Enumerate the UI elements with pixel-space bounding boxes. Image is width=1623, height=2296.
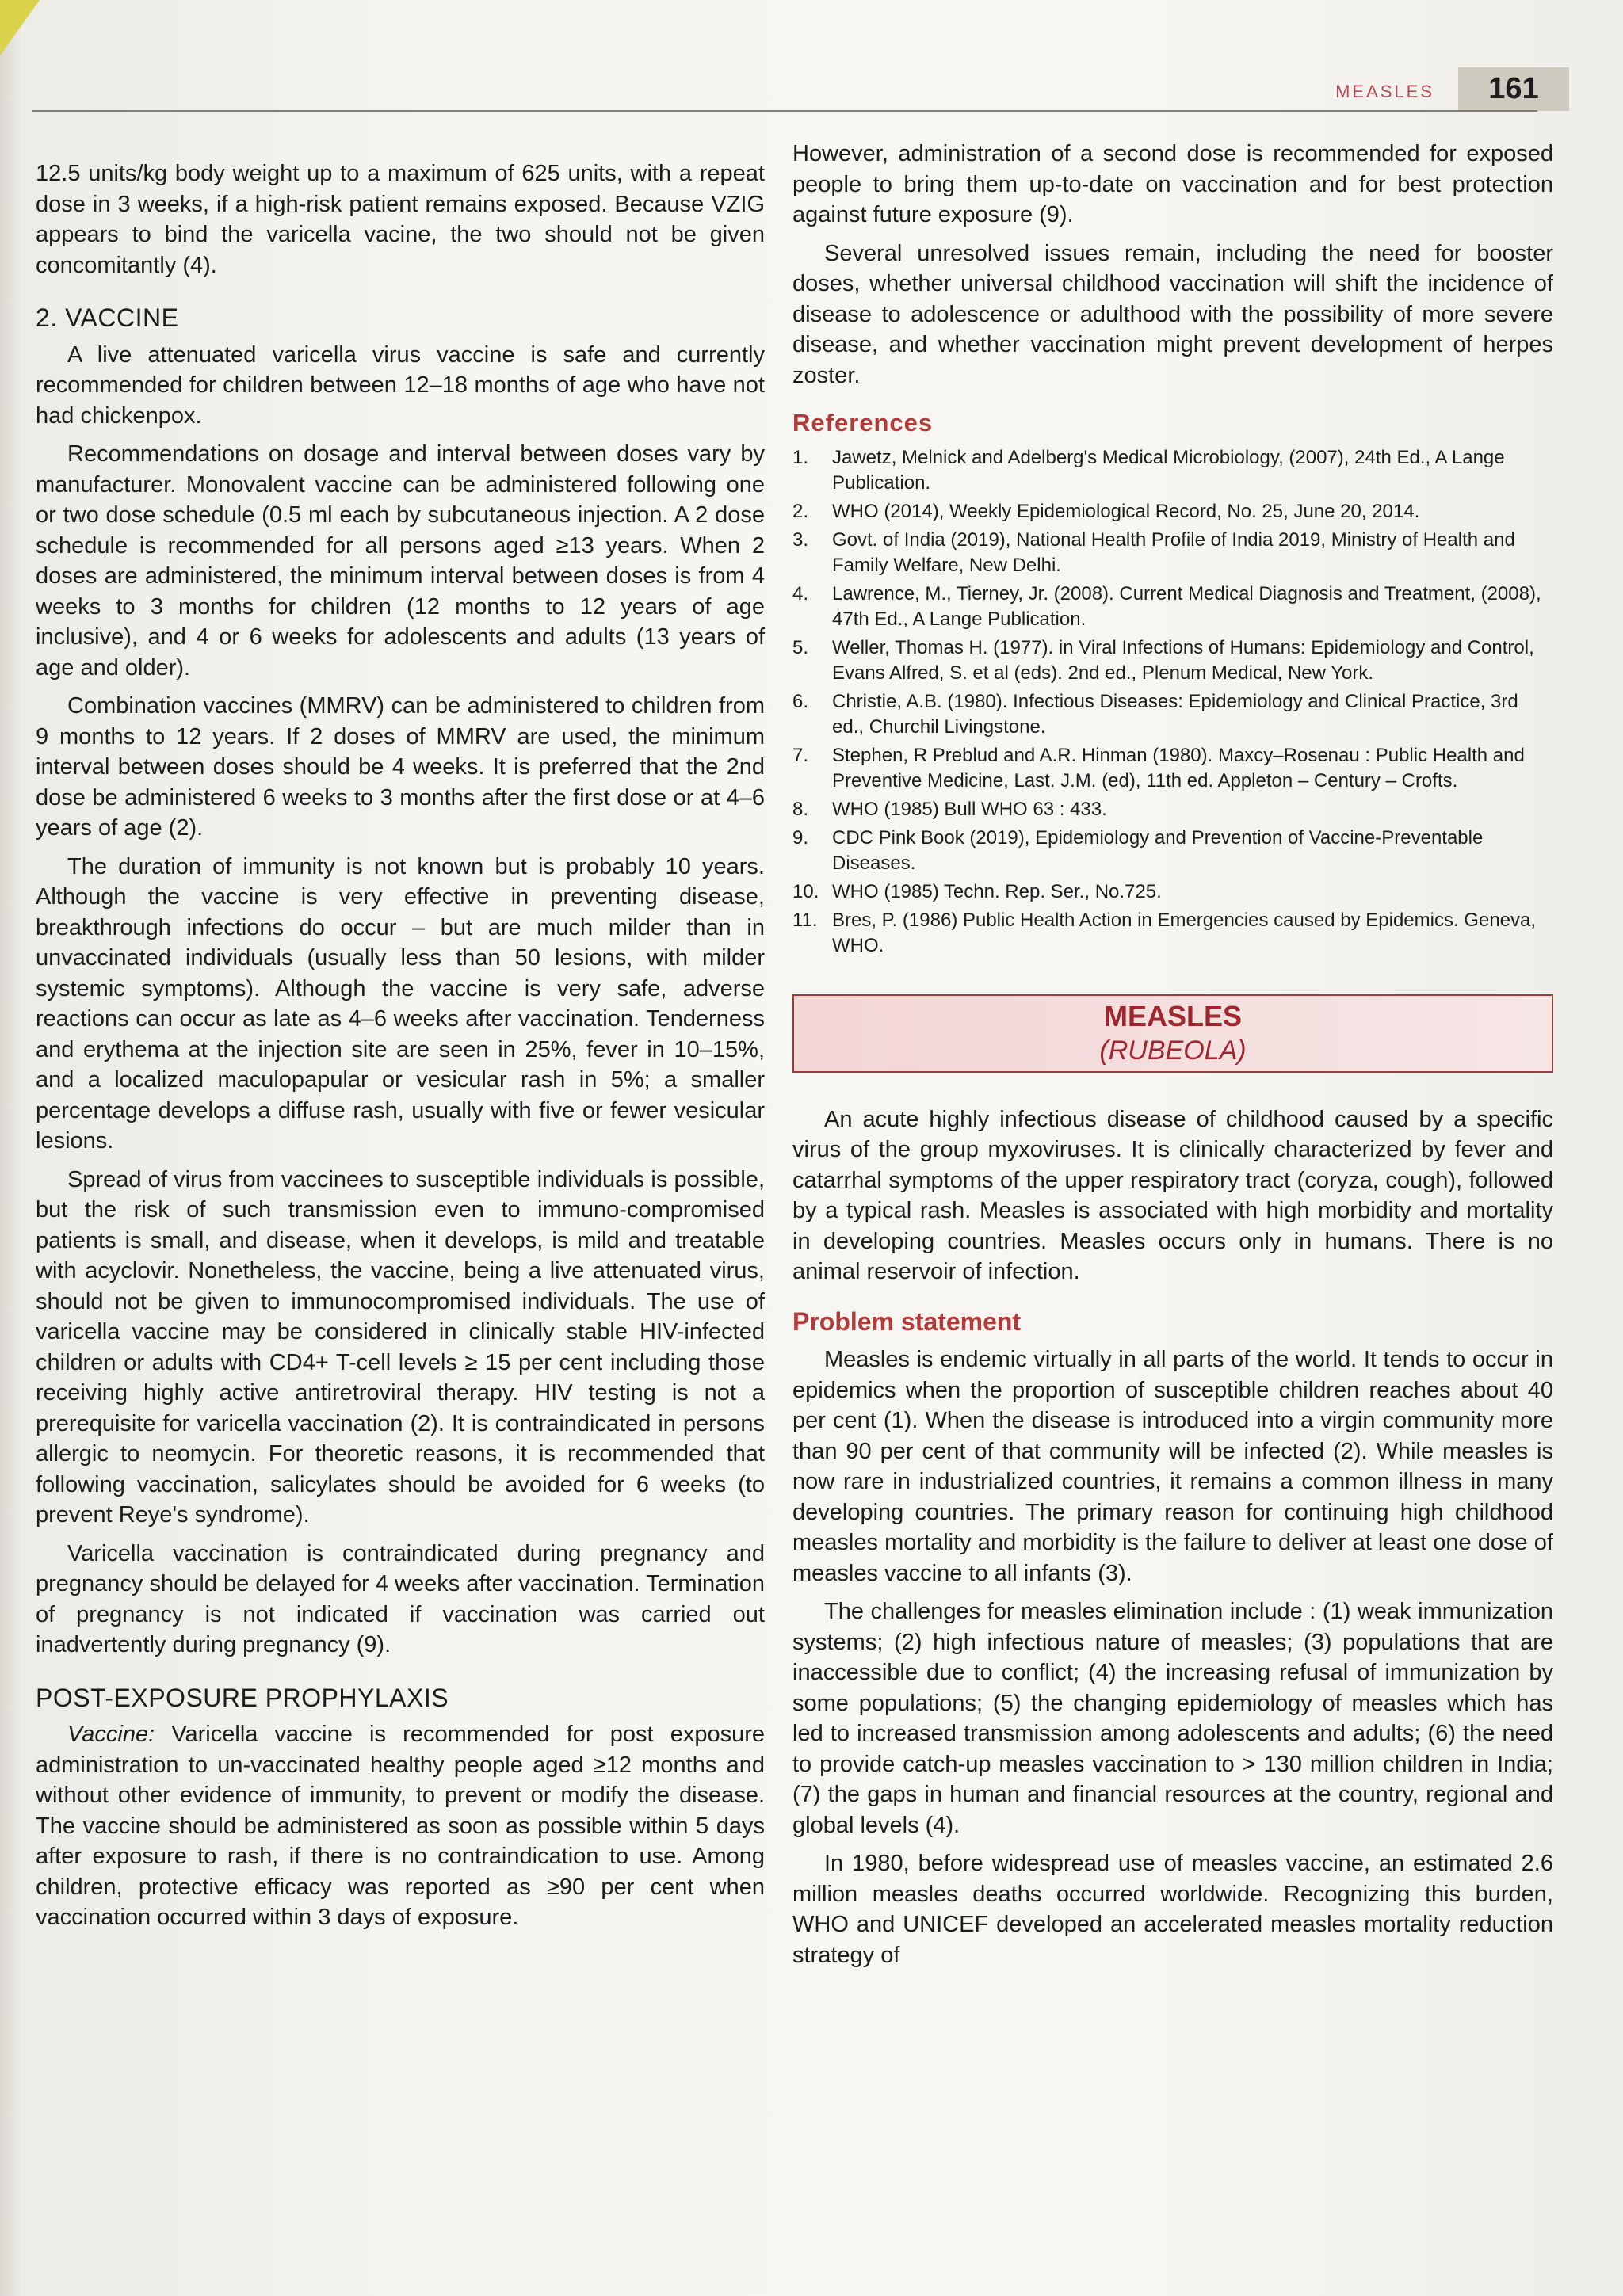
right-paragraph-4: Measles is endemic virtually in all parts of the world. It tends to occur in epidemics when the proportion of susceptible children reaches about 40 per cent (1). When the disease is introduced into a virgin community more than 90 per cent of that community will be infected (2). While measles is now rare in industrialized countries, it remains a common illness in many developing countries. The primary reason for continuing high childhood measles mortality and morbidity is the failure to deliver at least one dose of measles vaccine to all infants (3). bbox=[792, 1347, 1553, 1586]
left-paragraph-3: Recommendations on dosage and interval between doses vary by manufacturer. Monovalent vaccine can be administered following one or two dose schedule (0.5 ml each by subcutaneous injection. A 2 dose schedule is recommended for all persons aged ≥13 years. When 2 doses are administered, the minimum interval between doses is from 4 weeks to 3 months for children (12 months to 12 years of age inclusive), and 4 or 6 weeks for adolescents and adults (13 years of age and older). bbox=[36, 441, 765, 681]
left-paragraph-1: 12.5 units/kg body weight up to a maximum of 625 units, with a repeat dose in 3 weeks, if a high-risk patient remains exposed. Because VZIG appears to bind the varicella vacine, the two should not be given concomitantly (4). bbox=[36, 161, 765, 278]
measles-banner bbox=[792, 994, 1553, 1073]
reference-item bbox=[792, 797, 1553, 822]
reference-item bbox=[792, 879, 1553, 905]
left-column bbox=[36, 158, 765, 1941]
vaccine-label: Vaccine: bbox=[67, 1722, 155, 1747]
reference-item bbox=[792, 689, 1553, 740]
reference-text: WHO (1985) Bull WHO 63 : 433. bbox=[832, 798, 1107, 820]
left-paragraph-5: The duration of immunity is not known but is probably 10 years. Although the vaccine is very effective in preventing disease, breakthrough infections do occur – but are much milder than in unvaccinated individuals (usually less than 50 lesions, with milder systemic symptoms). Although the vaccine is very safe, adverse reactions can occur as late as 4–6 weeks after vaccination. Tenderness and erythema at the injection site are seen in 25%, fever in 10–15%, and a localized maculopapular or vesicular rash in 5%; a smaller percentage develops a diffuse rash, usually with five or fewer vesicular lesions. bbox=[36, 853, 765, 1154]
reference-item bbox=[792, 826, 1553, 876]
reference-number: 6. bbox=[792, 690, 809, 712]
reference-text: Lawrence, M., Tierney, Jr. (2008). Current Medical Diagnosis and Treatment, (2008), 47th Ed., A Lange Publication. bbox=[832, 582, 1541, 630]
right-paragraph-1: However, administration of a second dose is recommended for exposed people to bring them up-to-date on vaccination and for best protection against future exposure (9). bbox=[792, 141, 1553, 227]
references-heading: References bbox=[792, 409, 934, 437]
right-paragraph-6: In 1980, before widespread use of measles vaccine, an estimated 2.6 million measles deaths occurred worldwide. Recognizing this burden, WHO and UNICEF developed an accelerated measles mortality reduction strategy of bbox=[792, 1851, 1553, 1968]
reference-number: 7. bbox=[792, 744, 809, 766]
reference-text: Stephen, R Preblud and A.R. Hinman (1980). Maxcy–Rosenau : Public Health and Preventive Medicine, Last. J.M. (ed), 11th ed. Appleton – Century – Crofts. bbox=[832, 744, 1525, 791]
left-paragraph-7: Varicella vaccination is contraindicated during pregnancy and pregnancy should be delayed for 4 weeks after vaccination. Termination of pregnancy is not indicated if vaccination was carried out inadvertently during pregnancy (9). bbox=[36, 1540, 765, 1657]
reference-number: 3. bbox=[792, 528, 809, 551]
reference-item bbox=[792, 635, 1553, 686]
reference-item bbox=[792, 908, 1553, 959]
post-exposure-heading: POST-EXPOSURE PROPHYLAXIS bbox=[36, 1683, 449, 1712]
reference-text: WHO (2014), Weekly Epidemiological Record, No. 25, June 20, 2014. bbox=[832, 500, 1420, 522]
reference-item bbox=[792, 582, 1553, 632]
reference-number: 2. bbox=[792, 500, 809, 522]
reference-text: CDC Pink Book (2019), Epidemiology and Prevention of Vaccine-Preventable Diseases. bbox=[832, 826, 1484, 874]
reference-text: Christie, A.B. (1980). Infectious Diseases: Epidemiology and Clinical Practice, 3rd ed., Churchil Livingstone. bbox=[832, 690, 1518, 738]
reference-item bbox=[792, 499, 1553, 524]
left-paragraph-8-text: Varicella vaccine is recommended for post exposure administration to un-vaccinated healthy people aged ≥12 months and without other evidence of immunity, to prevent or modify the disease. The vaccine should be administered as soon as possible within 5 days after exposure to rash, if there is no contraindication to use. Among children, protective efficacy was reported as ≥90 per cent when vaccination occurred within 3 days of exposure. bbox=[36, 1722, 765, 1930]
reference-number: 9. bbox=[792, 826, 809, 849]
reference-text: Weller, Thomas H. (1977). in Viral Infections of Humans: Epidemiology and Control, Evans Alfred, S. et al (eds). 2nd ed., Plenum Medical, New York. bbox=[832, 636, 1534, 684]
reference-item bbox=[792, 528, 1553, 578]
measles-banner-title: MEASLES bbox=[1103, 999, 1243, 1032]
vaccine-heading: 2. VACCINE bbox=[36, 303, 179, 332]
reference-number: 5. bbox=[792, 636, 809, 658]
right-column bbox=[792, 139, 1553, 1978]
problem-statement-heading: Problem statement bbox=[792, 1306, 1022, 1336]
reference-number: 8. bbox=[792, 798, 809, 820]
reference-text: WHO (1985) Techn. Rep. Ser., No.725. bbox=[832, 880, 1162, 902]
reference-number: 1. bbox=[792, 446, 809, 468]
page-number: 161 bbox=[1458, 67, 1569, 111]
reference-item bbox=[792, 743, 1553, 794]
running-head: MEASLES bbox=[1335, 82, 1434, 101]
references-list bbox=[792, 445, 1553, 959]
left-paragraph-4: Combination vaccines (MMRV) can be administered to children from 9 months to 12 years. If 2 doses of MMRV are used, the minimum interval between doses should be 4 weeks. It is preferred that the 2nd dose be administered 6 weeks to 3 months after the first dose or at 4–6 years of age (2). bbox=[36, 693, 765, 841]
header-rule bbox=[32, 110, 1537, 112]
reference-item bbox=[792, 445, 1553, 496]
left-paragraph-2: A live attenuated varicella virus vaccine is safe and currently recommended for children between 12–18 months of age who have not had chickenpox. bbox=[36, 341, 765, 429]
right-paragraph-3: An acute highly infectious disease of childhood caused by a specific virus of the group myxoviruses. It is clinically characterized by fever and catarrhal symptoms of the upper respiratory tract (coryza, cough), followed by a typical rash. Measles is associated with high morbidity and mortality in developing countries. Measles occurs only in humans. There is no animal reservoir of infection. bbox=[792, 1106, 1553, 1284]
page-header bbox=[32, 67, 1569, 115]
page-corner-tab bbox=[0, 0, 40, 55]
reference-number: 10. bbox=[792, 880, 819, 902]
left-paragraph-8 bbox=[36, 1719, 765, 1933]
page-binding-shadow bbox=[0, 0, 24, 2296]
reference-number: 11. bbox=[792, 909, 818, 931]
reference-text: Jawetz, Melnick and Adelberg's Medical Microbiology, (2007), 24th Ed., A Lange Publication. bbox=[832, 446, 1505, 494]
reference-text: Govt. of India (2019), National Health Profile of India 2019, Ministry of Health and Family Welfare, New Delhi. bbox=[832, 528, 1515, 576]
left-paragraph-6: Spread of virus from vaccinees to susceptible individuals is possible, but the risk of such transmission even to immuno-compromised patients is small, and disease, when it develops, is mild and treatable with acyclovir. Nonetheless, the vaccine, being a live attenuated virus, should not be given to immunocompromised individuals. The use of varicella vaccine may be considered in clinically stable HIV-infected children or adults with CD4+ T-cell levels ≥ 15 per cent including those receiving highly active antiretroviral therapy. HIV testing is not a prerequisite for varicella vaccination (2). It is contraindicated in persons allergic to neomycin. For theoretic reasons, it is recommended that following vaccination, salicylates should be avoided for 6 weeks (to prevent Reye's syndrome). bbox=[36, 1166, 765, 1527]
reference-number: 4. bbox=[792, 582, 809, 605]
reference-text: Bres, P. (1986) Public Health Action in Emergencies caused by Epidemics. Geneva, WHO. bbox=[832, 909, 1537, 956]
right-paragraph-5: The challenges for measles elimination include : (1) weak immunization systems; (2) high infectious nature of measles; (3) populations that are inaccessible due to conflict; (4) the increasing refusal of immunization by some populations; (5) the changing epidemiology of measles which has led to increased transmission among adolescents and adults; (6) the need to provide catch-up measles vaccination to > 130 million children in India; (7) the gaps in human and financial resources at the country, regional and global levels (4). bbox=[792, 1599, 1553, 1838]
right-paragraph-2: Several unresolved issues remain, including the need for booster doses, whether universal childhood vaccination will shift the incidence of disease to adolescence or adulthood with the possibility of more severe disease, and whether vaccination might prevent development of herpes zoster. bbox=[792, 240, 1553, 388]
measles-banner-subtitle: (RUBEOLA) bbox=[1099, 1035, 1247, 1066]
